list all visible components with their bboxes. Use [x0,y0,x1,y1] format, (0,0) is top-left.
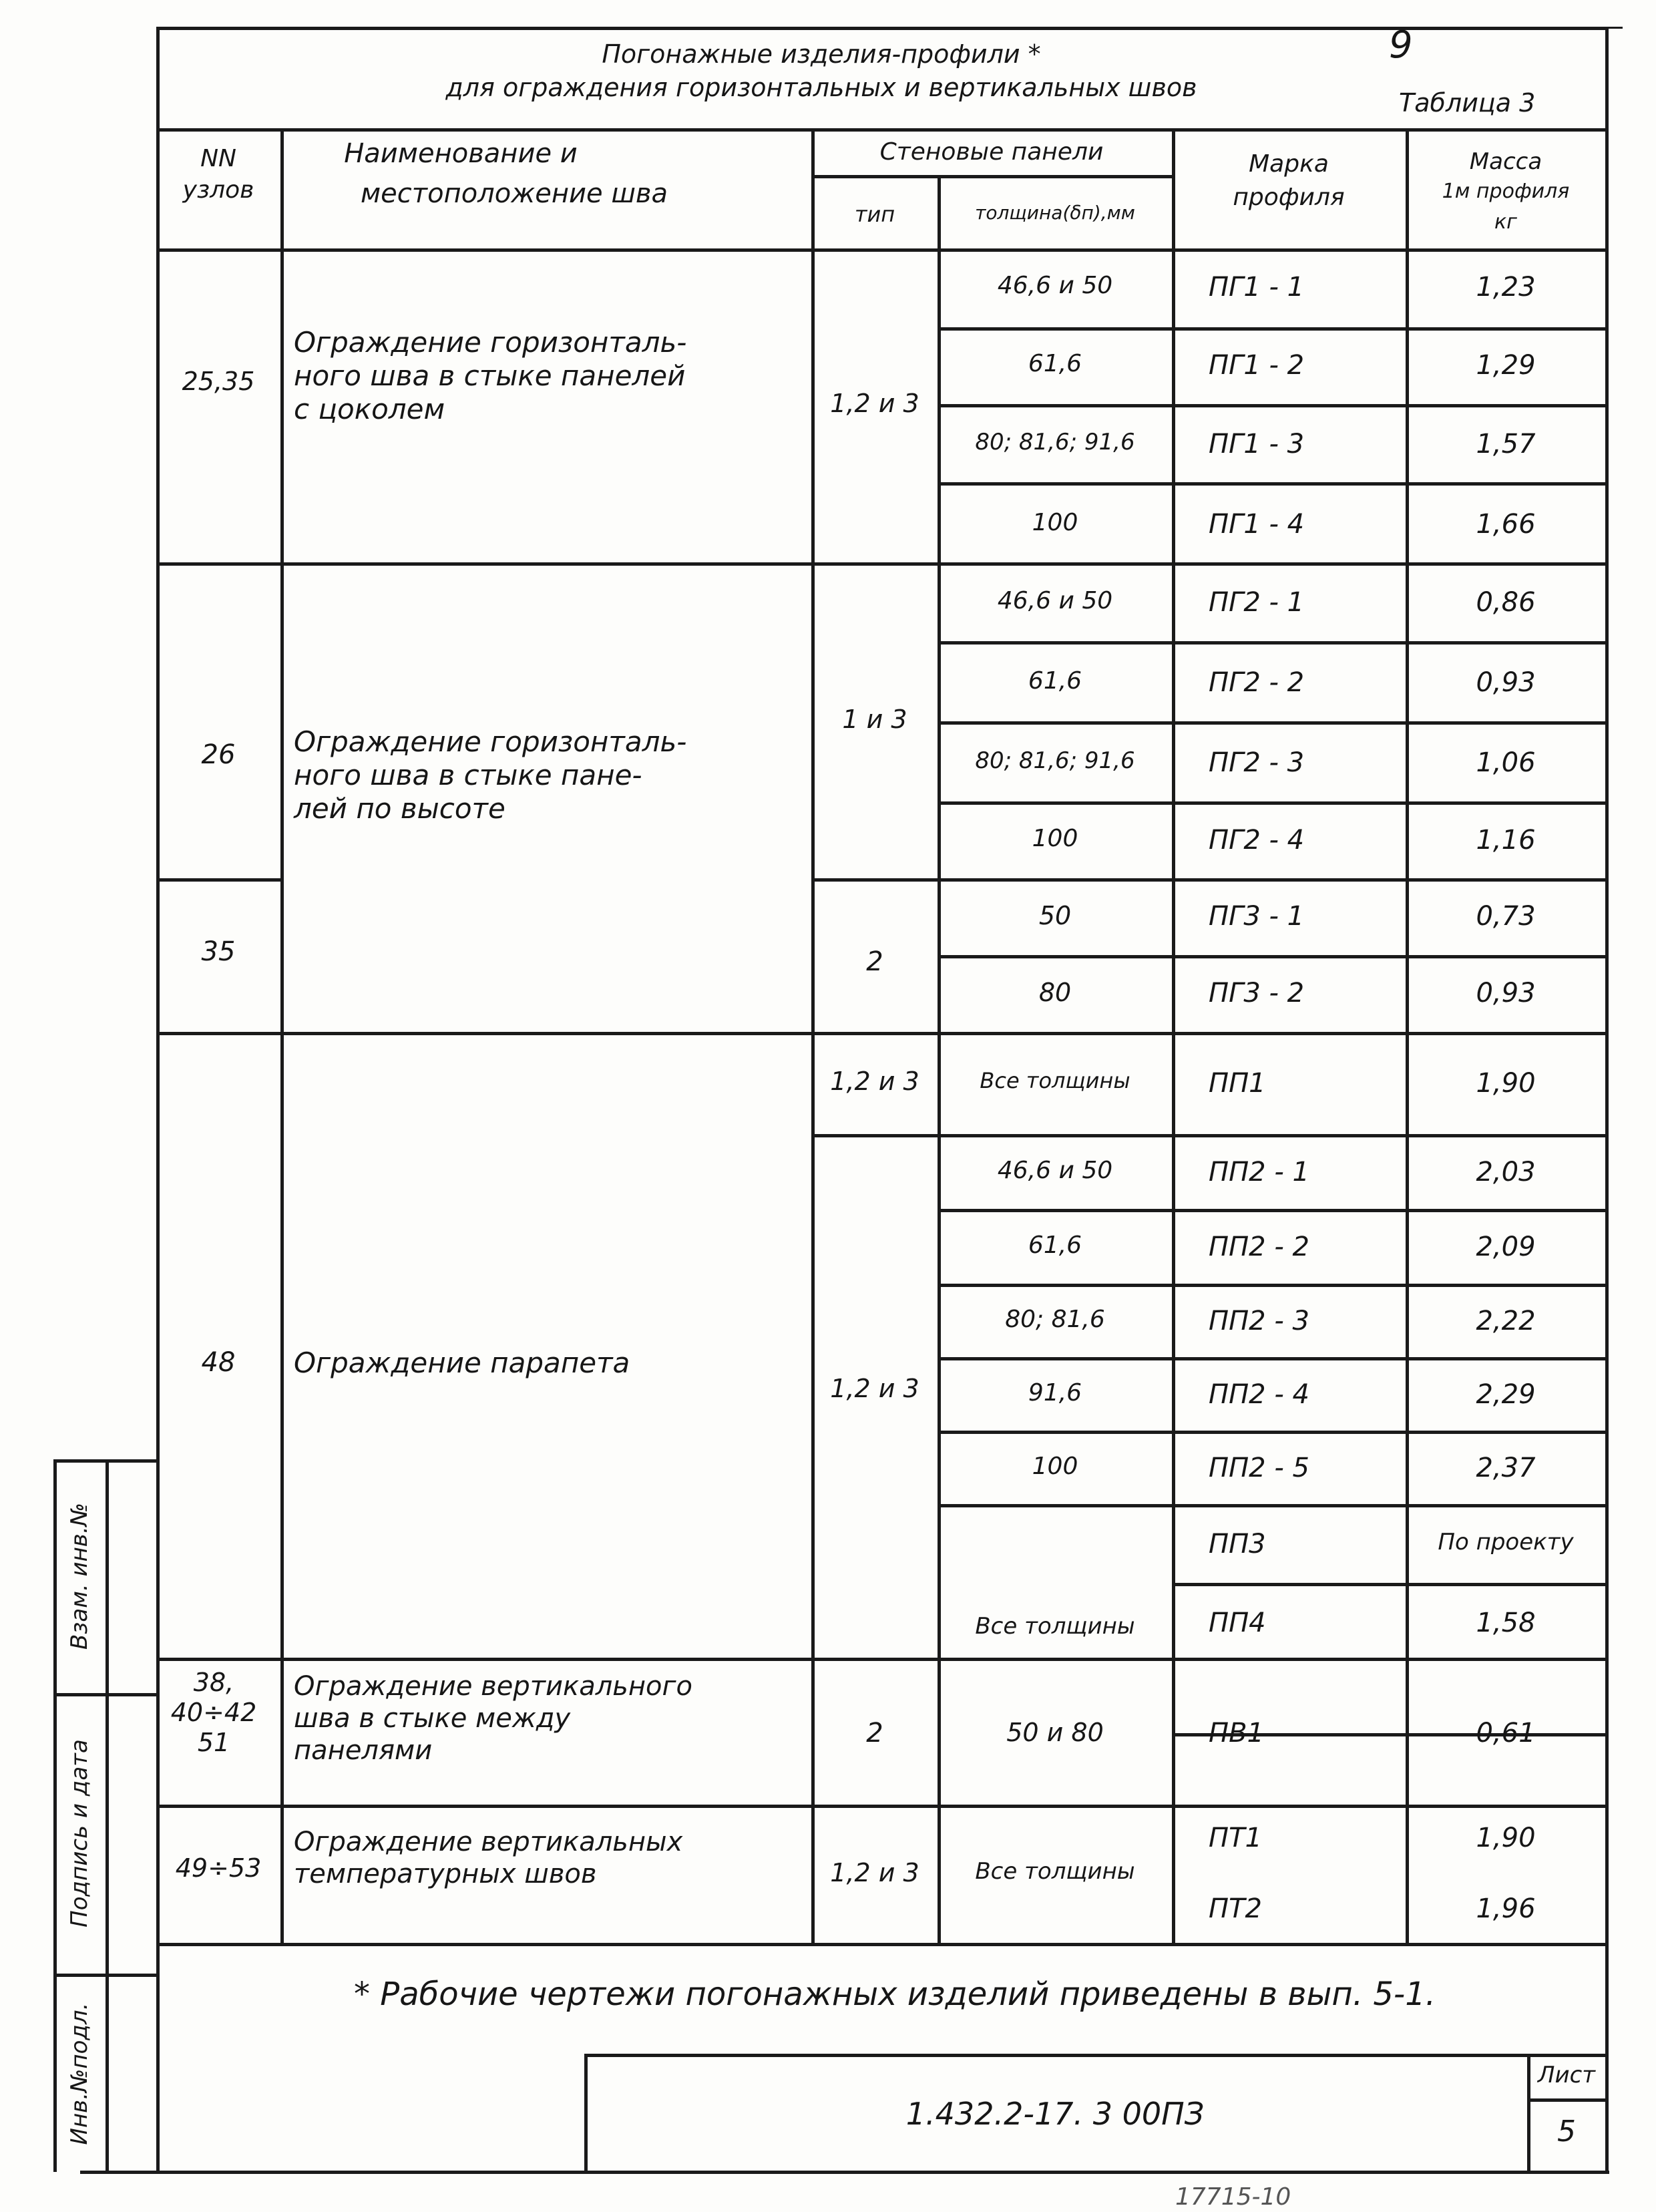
group-4-nodes: 48 [201,1347,236,1378]
row-mark: ПП2 - 5 [1209,1453,1309,1483]
row-mass: 0,93 [1476,978,1536,1008]
group-6-name-2: температурных швов [294,1859,597,1889]
row-thickness: 61,6 [1028,350,1082,377]
group-1-name-1: Ограждение горизонталь- [294,326,687,359]
type-cell: 1 и 3 [842,705,907,734]
header-type: тип [854,202,895,227]
document-code: 1.432.2-17. 3 00ПЗ [905,2096,1205,2132]
row-mark: ПГ1 - 2 [1209,350,1305,381]
row-mark: ПП4 [1209,1608,1266,1638]
table-label: Таблица 3 [1399,88,1536,118]
row-mass: 1,16 [1476,825,1536,856]
row-mark: ПТ1 [1209,1823,1262,1853]
title-line-1: Погонажные изделия-профили * [602,39,1041,69]
row-mark: ПГ3 - 2 [1209,978,1305,1008]
header-mark-1: Марка [1249,150,1329,178]
row-mark: ПГ2 - 2 [1209,667,1305,698]
type-cell: 1,2 и 3 [830,1067,919,1096]
row-thickness: 46,6 и 50 [997,587,1113,614]
type-cell: 2 [866,946,883,977]
row-mass: 0,61 [1476,1718,1536,1748]
header-mass-1: Масса [1469,148,1542,175]
group-2-name-2: ного шва в стыке пане- [294,759,642,791]
row-mark: ПП2 - 3 [1209,1306,1309,1336]
type-cell: 1,2 и 3 [830,389,919,418]
row-thickness: 61,6 [1028,667,1082,695]
group-6-name-1: Ограждение вертикальных [294,1827,683,1857]
row-mark: ПП3 [1209,1529,1266,1559]
row-thickness: 80 [1038,978,1072,1007]
row-mark: ПГ2 - 4 [1209,825,1305,856]
row-mass: 2,29 [1476,1379,1536,1410]
stamp-inventory-original: Инв.№подл. [66,2002,93,2145]
row-thickness: 100 [1032,1453,1078,1480]
header-name-1: Наименование и [344,138,578,169]
row-thickness: 61,6 [1028,1232,1082,1259]
row-mass: 2,37 [1476,1453,1536,1483]
row-thickness: 80; 81,6; 91,6 [975,747,1135,774]
group-1-nodes: 25,35 [182,367,255,396]
type-cell: 1,2 и 3 [830,1374,919,1403]
title-line-2: для ограждения горизонтальных и вертикальных швов [445,73,1197,102]
row-thickness: 91,6 [1028,1379,1082,1407]
row-mass: 2,09 [1476,1232,1536,1262]
row-mass: 1,06 [1476,747,1536,778]
row-mass: 1,90 [1476,1823,1536,1853]
page-number: 9 [1389,23,1413,67]
row-thickness: Все толщины [980,1068,1130,1093]
row-mass: 1,58 [1476,1608,1536,1638]
header-mass-2: 1м профиля [1442,180,1570,203]
group-2-nodes: 26 [201,739,236,770]
row-mass: 2,22 [1476,1306,1536,1336]
row-mark: ПП2 - 2 [1209,1232,1309,1262]
row-mass: 1,96 [1476,1893,1536,1924]
header-mark-2: профиля [1233,184,1345,211]
row-mass: 0,86 [1476,587,1536,618]
stamp-signature-date: Подпись и дата [66,1739,93,1927]
row-thickness: 100 [1032,509,1078,536]
stamp-replacement-inventory: Взам. инв.№ [66,1502,93,1650]
row-mass: 0,93 [1476,667,1536,698]
row-mass: 1,23 [1476,272,1536,303]
row-mark: ПГ1 - 4 [1209,509,1305,540]
row-thickness: 46,6 и 50 [997,272,1113,299]
thickness-merged: Все толщины [975,1613,1135,1640]
group-1-name-2: ного шва в стыке панелей [294,359,686,392]
type-cell: 2 [866,1718,883,1748]
row-mark: ПГ3 - 1 [1209,901,1305,932]
group-5-nodes-1: 38, [193,1668,234,1697]
row-mark: ПВ1 [1209,1718,1264,1748]
row-thickness: 80; 81,6; 91,6 [975,429,1135,455]
group-5-name-3: панелями [294,1735,433,1766]
header-panels: Стеновые панели [879,138,1104,166]
row-mark: ПП1 [1209,1068,1266,1099]
type-cell: 1,2 и 3 [830,1858,919,1887]
footnote: * Рабочие чертежи погонажных изделий приведены в вып. 5-1. [354,1976,1436,2013]
row-thickness: 50 [1038,901,1072,930]
row-thickness: 46,6 и 50 [997,1157,1113,1184]
header-name-2: местоположение шва [360,178,668,209]
row-mark: ПГ2 - 3 [1209,747,1305,778]
header-thickness: толщина(δп),мм [975,202,1135,224]
header-nodes: NN узлов [182,145,254,204]
sheet-number: 5 [1557,2114,1576,2149]
row-mass: 1,66 [1476,509,1536,540]
bottom-note: 17715-10 [1175,2183,1291,2211]
row-mass: 2,03 [1476,1157,1536,1187]
group-5-name-1: Ограждение вертикального [294,1671,692,1702]
row-mark: ПГ1 - 1 [1209,272,1305,303]
group-5-nodes-3: 51 [197,1728,230,1757]
row-mark: ПП2 - 1 [1209,1157,1309,1187]
header-mass-3: кг [1494,210,1517,234]
thickness-merged: Все толщины [975,1858,1135,1885]
row-mass: 0,73 [1476,901,1536,932]
row-mark: ПП2 - 4 [1209,1379,1309,1410]
row-mass: По проекту [1438,1529,1574,1555]
row-mass: 1,90 [1476,1068,1536,1099]
row-mark: ПГ2 - 1 [1209,587,1305,618]
sheet-label: Лист [1537,2062,1596,2088]
group-6-nodes: 49÷53 [175,1853,262,1883]
row-thickness: 80; 81,6 [1005,1306,1105,1333]
group-4-name-1: Ограждение парапета [294,1346,630,1379]
row-mark: ПТ2 [1209,1893,1262,1924]
group-5-nodes-2: 40÷42 [170,1698,257,1727]
row-thickness: 100 [1032,825,1078,852]
row-mark: ПГ1 - 3 [1209,429,1305,459]
row-mass: 1,29 [1476,350,1536,381]
group-5-name-2: шва в стыке между [294,1703,571,1734]
group-2-name-3: лей по высоте [294,792,505,825]
group-1-name-3: с цоколем [294,393,445,425]
group-3-nodes: 35 [201,936,236,967]
row-mass: 1,57 [1476,429,1536,459]
thickness-merged: 50 и 80 [1006,1718,1104,1747]
group-2-name-1: Ограждение горизонталь- [294,725,687,758]
